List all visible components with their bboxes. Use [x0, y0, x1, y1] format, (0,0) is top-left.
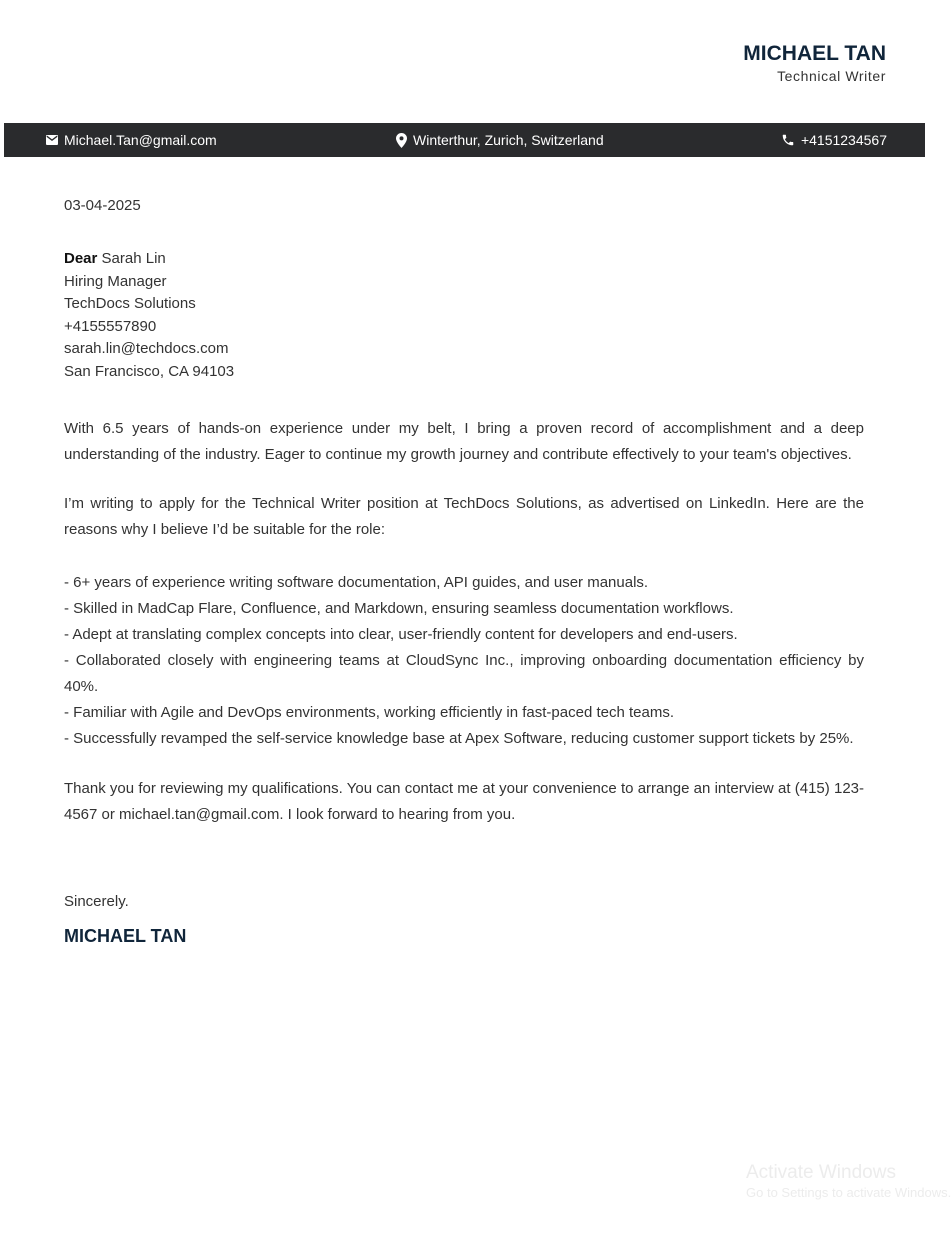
- envelope-icon: [46, 135, 58, 145]
- contact-location: [396, 123, 604, 157]
- salutation: Dear: [64, 250, 98, 267]
- contact-phone: [781, 123, 887, 157]
- qualification-item: - Successfully revamped the self-service knowledge base at Apex Software, reducing customer support tickets by 25%.: [64, 729, 854, 747]
- watermark-subtitle: Go to Settings to activate Windows.: [746, 1185, 951, 1200]
- letter-date: 03-04-2025: [64, 197, 141, 214]
- closing-line: Sincerely.: [64, 892, 129, 910]
- qualification-item: - Skilled in MadCap Flare, Confluence, and Markdown, ensuring seamless documentation workflows.: [64, 599, 734, 617]
- recipient-phone: +4155557890: [64, 317, 157, 335]
- activation-watermark: [746, 1162, 951, 1201]
- qualification-list: [64, 570, 864, 752]
- signature-name: MICHAEL TAN: [64, 925, 187, 946]
- intro-paragraph: With 6.5 years of hands-on experience under my belt, I bring a proven record of accomplishment and a deep understanding of the industry. Eager to continue my growth journey and contribute effectively to your team's objectives.: [64, 419, 864, 463]
- closing-paragraph: Thank you for reviewing my qualifications. You can contact me at your convenience to arrange an interview at (415) 123-4567 or michael.tan@gmail.com. I look forward to hearing from you.: [64, 779, 864, 823]
- page-header: [743, 42, 886, 85]
- recipient-address: San Francisco, CA 94103: [64, 362, 235, 380]
- qualification-item: - Adept at translating complex concepts into clear, user-friendly content for developers and end-users.: [64, 625, 738, 643]
- qualification-item: - Collaborated closely with engineering teams at CloudSync Inc., improving onboarding documentation efficiency by 40%.: [64, 651, 864, 695]
- header-role: Technical Writer: [777, 68, 886, 84]
- contact-email-text: Michael.Tan@gmail.com: [64, 132, 217, 148]
- phone-icon: [781, 133, 795, 147]
- contact-email: [46, 123, 217, 157]
- recipient-block: [64, 248, 864, 384]
- contact-bar: [4, 123, 925, 157]
- recipient-title: Hiring Manager: [64, 272, 167, 290]
- qualification-item: - 6+ years of experience writing software documentation, API guides, and user manuals.: [64, 573, 649, 591]
- watermark-title: Activate Windows: [746, 1162, 896, 1183]
- letter-body: [64, 196, 864, 947]
- recipient-greeting: [64, 248, 864, 271]
- location-pin-icon: [396, 133, 407, 148]
- header-name: MICHAEL TAN: [743, 42, 886, 65]
- recipient-email: sarah.lin@techdocs.com: [64, 340, 229, 358]
- recipient-company: TechDocs Solutions: [64, 295, 196, 313]
- contact-location-text: Winterthur, Zurich, Switzerland: [413, 132, 604, 148]
- recipient-name: Sarah Lin: [101, 250, 166, 267]
- qualification-item: - Familiar with Agile and DevOps environments, working efficiently in fast-paced tech teams.: [64, 703, 674, 721]
- application-paragraph: I’m writing to apply for the Technical Writer position at TechDocs Solutions, as advertised on LinkedIn. Here are the reasons why I believe I’d be suitable for the role:: [64, 494, 864, 538]
- contact-phone-text: +4151234567: [800, 132, 887, 148]
